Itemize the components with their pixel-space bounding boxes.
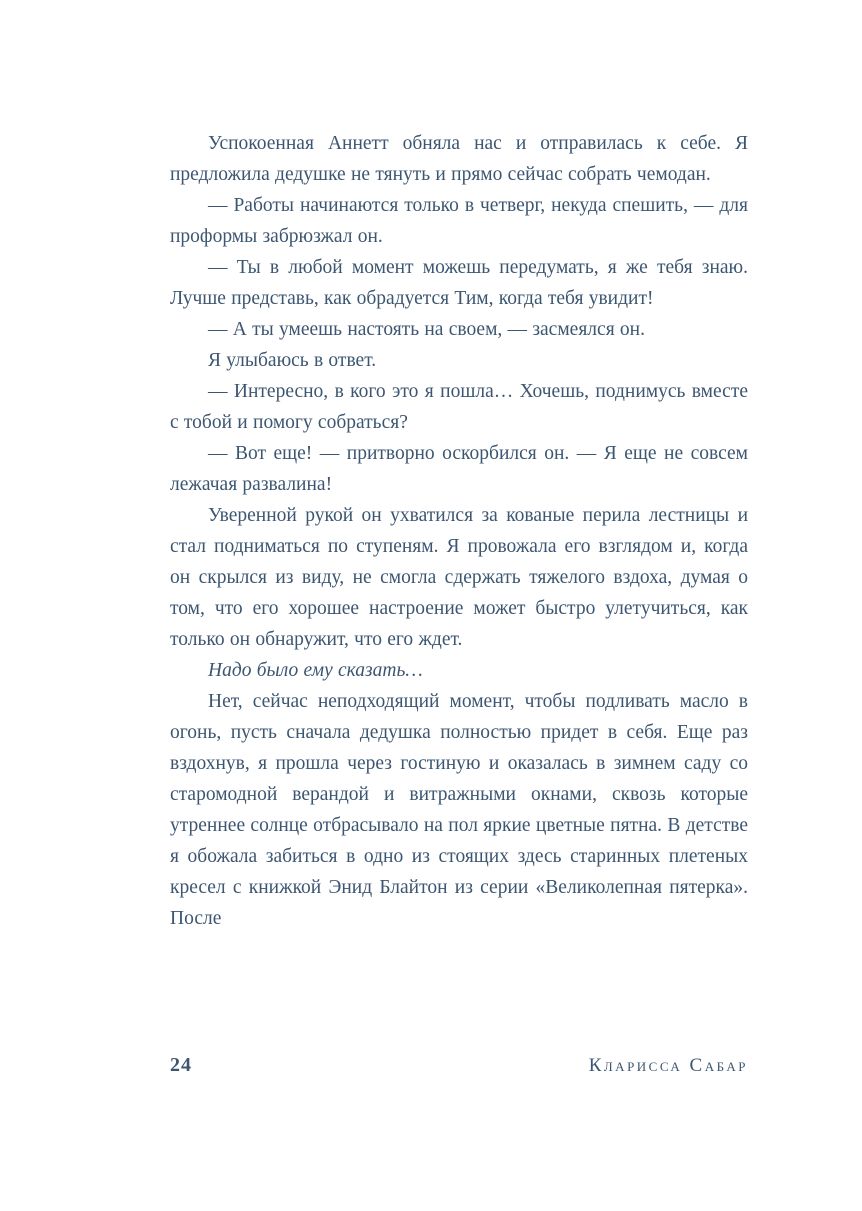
paragraph: — А ты умеешь настоять на своем, — засмеялся он. <box>208 319 645 340</box>
paragraph: Уверенной рукой он ухватился за кованые перила лестницы и стал подниматься по ступеням. Я провожала его взглядом и, когда он скрылся из виду, не смогла сдержать тяжелого вздоха, думая о том, что его хорошее настроение может быстро улетучиться, как только он обнаружит, что его ждет. <box>170 505 748 650</box>
paragraph: Я улыбаюсь в ответ. <box>208 350 377 371</box>
paragraph: — Интересно, в кого это я пошла… Хочешь, поднимусь вместе с тобой и помогу собраться? <box>170 381 748 433</box>
author-name: Кларисса Сабар <box>588 1055 748 1076</box>
page-number: 24 <box>170 1054 192 1076</box>
paragraph: Нет, сейчас неподходящий момент, чтобы подливать масло в огонь, пусть сначала дедушка полностью придет в себя. Еще раз вздохнув, я прошла через гостиную и оказалась в зимнем саду со старомодной верандой и витражными окнами, сквозь которые утреннее солнце отбрасывало на пол яркие цветные пятна. В детстве я обожала забиться в одно из стоящих здесь старинных плетеных кресел с книжкой Энид Блайтон из серии «Великолепная пятерка». После <box>170 691 748 929</box>
page-footer <box>170 1054 748 1077</box>
text-block <box>170 128 748 934</box>
paragraph: — Работы начинаются только в четверг, некуда спешить, — для проформы забрюзжал он. <box>170 195 748 247</box>
paragraph: Успокоенная Аннетт обняла нас и отправилась к себе. Я предложила дедушке не тянуть и прямо сейчас собрать чемодан. <box>170 133 748 185</box>
paragraph: Надо было ему сказать… <box>208 660 423 681</box>
paragraph: — Вот еще! — притворно оскорбился он. — Я еще не совсем лежачая развалина! <box>170 443 748 495</box>
paragraph: — Ты в любой момент можешь передумать, я же тебя знаю. Лучше представь, как обрадуется Тим, когда тебя увидит! <box>170 257 748 309</box>
